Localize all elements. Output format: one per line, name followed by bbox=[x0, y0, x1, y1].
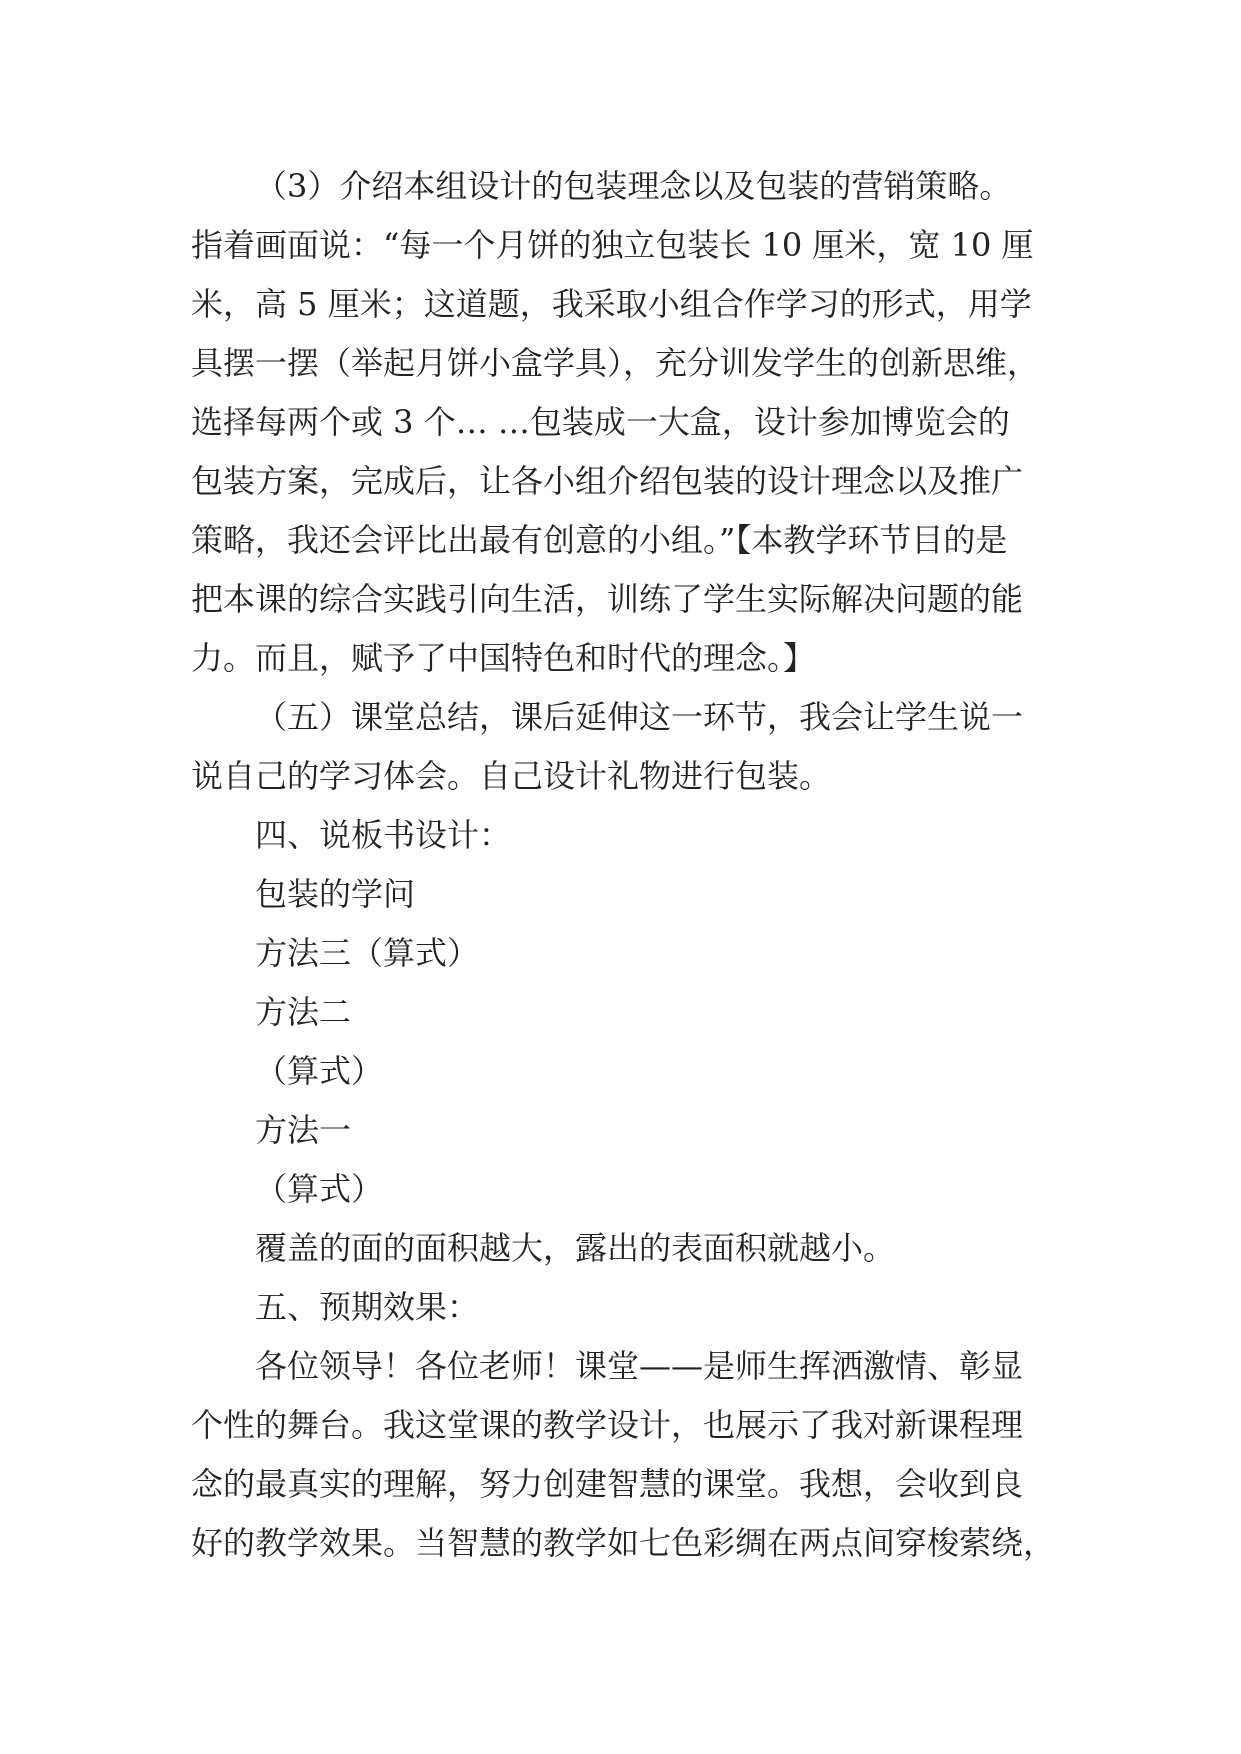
text-line: 四、说板书设计： bbox=[255, 816, 512, 854]
text-line: 覆盖的面的面积越大，露出的表面积就越小。 bbox=[255, 1229, 896, 1267]
text-line: 方法二 bbox=[255, 993, 352, 1031]
paragraph bbox=[191, 865, 1071, 924]
paragraph bbox=[191, 157, 1071, 688]
text-line: 选择每两个或 3 个… …包装成一大盒，设计参加博览会的 bbox=[191, 403, 1010, 441]
paragraph bbox=[191, 1219, 1071, 1278]
document-body bbox=[191, 157, 1071, 1573]
paragraph bbox=[191, 1160, 1071, 1219]
paragraph bbox=[191, 688, 1071, 806]
text-line: 念的最真实的理解，努力创建智慧的课堂。我想，会收到良 bbox=[191, 1465, 1024, 1503]
text-line: 包装的学问 bbox=[255, 875, 416, 913]
paragraph bbox=[191, 1278, 1071, 1337]
text-line: 把本课的综合实践引向生活，训练了学生实际解决问题的能 bbox=[191, 580, 1024, 618]
paragraph bbox=[191, 806, 1071, 865]
text-line: 个性的舞台。我这堂课的教学设计，也展示了我对新课程理 bbox=[191, 1406, 1024, 1444]
text-line: 力。而且，赋予了中国特色和时代的理念。】 bbox=[191, 639, 816, 677]
text-line: 具摆一摆（举起月饼小盒学具），充分训发学生的创新思维， bbox=[191, 344, 1040, 382]
text-line: 说自己的学习体会。自己设计礼物进行包装。 bbox=[191, 757, 832, 795]
text-line: （算式） bbox=[255, 1170, 384, 1208]
paragraph bbox=[191, 1337, 1071, 1573]
text-line: 方法一 bbox=[255, 1111, 352, 1149]
text-line: 米，高 5 厘米；这道题，我采取小组合作学习的形式，用学 bbox=[191, 285, 1032, 323]
text-line: 方法三（算式） bbox=[255, 934, 480, 972]
paragraph bbox=[191, 1101, 1071, 1160]
paragraph bbox=[191, 924, 1071, 983]
text-line: 好的教学效果。当智慧的教学如七色彩绸在两点间穿梭萦绕， bbox=[191, 1524, 1056, 1562]
paragraph bbox=[191, 1042, 1071, 1101]
text-line: 包装方案，完成后，让各小组介绍包装的设计理念以及推广 bbox=[191, 462, 1024, 500]
text-line: 策略，我还会评比出最有创意的小组。”【本教学环节目的是 bbox=[191, 521, 1008, 559]
text-line: （3）介绍本组设计的包装理念以及包装的营销策略。 bbox=[255, 167, 1012, 205]
paragraph bbox=[191, 983, 1071, 1042]
text-line: 各位领导！各位老师！课堂——是师生挥洒激情、彰显 bbox=[255, 1347, 1024, 1385]
text-line: 五、预期效果： bbox=[255, 1288, 480, 1326]
text-line: （算式） bbox=[255, 1052, 384, 1090]
text-line: 指着画面说：“每一个月饼的独立包装长 10 厘米，宽 10 厘 bbox=[191, 226, 1034, 264]
text-line: （五）课堂总结，课后延伸这一环节，我会让学生说一 bbox=[255, 698, 1024, 736]
